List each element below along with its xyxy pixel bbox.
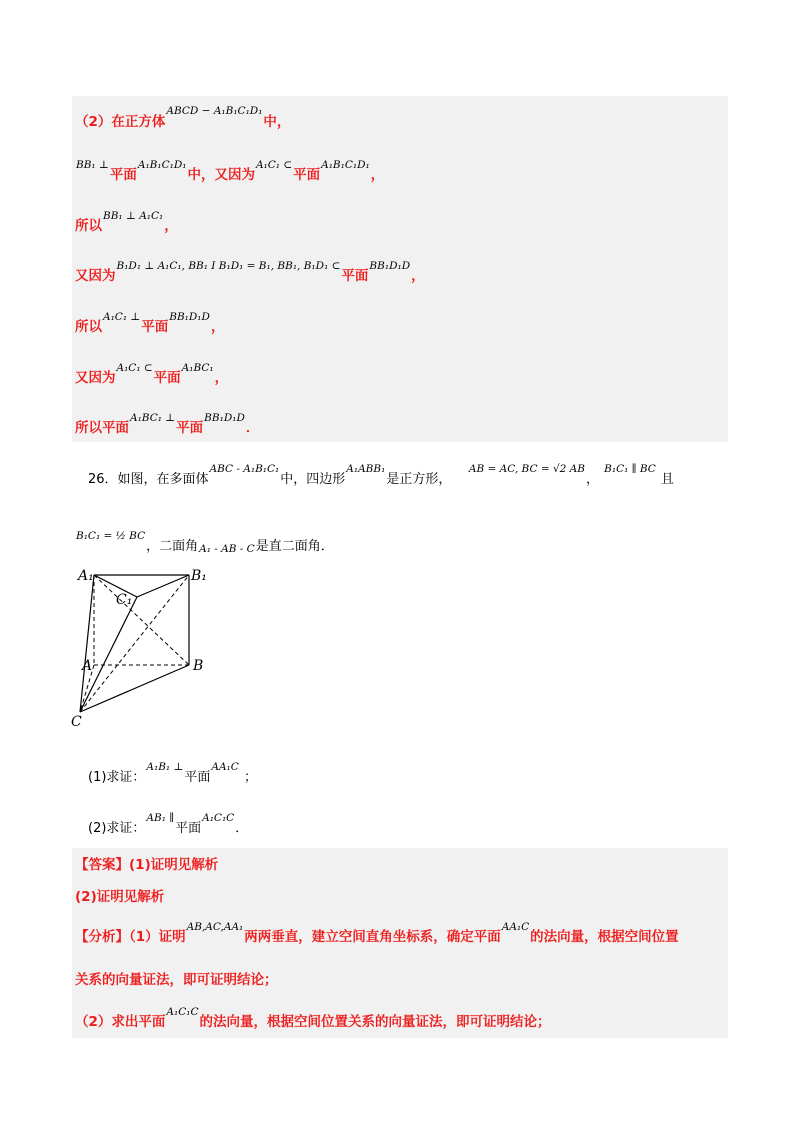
solution-line-7: 所以平面$^{A_1BC_1 \perp}$平面$^{BB_1D_1D}$． bbox=[75, 412, 260, 436]
diagonal-a1-b bbox=[94, 575, 189, 665]
answer-line-2: (2)证明见解析 bbox=[75, 889, 165, 905]
problem-26-line-2: $^{B_1C_1 = \frac{1}{2} BC}$，二面角A₁ - AB - C是直二面角． bbox=[76, 530, 334, 555]
solution-line-5: 所以$^{A_1C_1 \perp}$平面$^{BB_1D_1D}$， bbox=[75, 311, 225, 335]
solution-line-2: $^{BB_1 \perp}$平面$^{A_1B_1C_1D_1}$中，又因为$^{A_1C_1 \subset}$平面$^{A_1B_1C_1D_1}$， bbox=[76, 159, 385, 183]
answer-line-1: 【答案】(1)证明见解析 bbox=[75, 857, 219, 873]
question-1: (1)求证：$^{A_1B_1 \perp}$平面$^{AA_1C}$ ； bbox=[88, 761, 257, 785]
label-a1: A₁ bbox=[78, 568, 94, 584]
label-b: B bbox=[193, 658, 204, 674]
edge-a1-c bbox=[80, 575, 94, 712]
label-c1: C₁ bbox=[116, 592, 133, 608]
solution-line-3: 所以$^{BB_1 \perp A_1C_1}$， bbox=[75, 210, 178, 234]
edge-c-b bbox=[80, 665, 189, 712]
label-c: C bbox=[71, 714, 82, 730]
solution-line-6: 又因为$^{A_1C_1 \subset}$平面$^{A_1BC_1}$， bbox=[75, 362, 229, 386]
edge-b1-c1 bbox=[137, 575, 189, 597]
polyhedron-figure bbox=[68, 560, 218, 730]
solution-line-1: （2）在正方体$^{ABCD - A_1B_1C_1D_1}$中， bbox=[75, 105, 291, 130]
problem-26-line-1: 26．如图，在多面体$^{ABC - A_1B_1C_1}$中，四边形$^{A_1ABB_1}$是正方形， $^{AB = AC, BC = √2 AB}$， $^{B_1C_1 \parallel BC}$ 且 bbox=[88, 463, 674, 487]
solution-line-4: 又因为$^{B_1D_1 \perp A_1C_1, BB_1 I B_1D_1 = B_1, BB_1, B_1D_1 \subset}$平面$^{BB_1D_1D}$， bbox=[75, 260, 425, 284]
question-2: (2)求证：$^{AB_1 \parallel}$平面$^{A_1C_1C}$． bbox=[88, 812, 249, 836]
analysis-line-3: （2）求出平面$^{A_1C_1C}$的法向量，根据空间位置关系的向量证法，即可证明结论； bbox=[75, 1006, 551, 1030]
analysis-line-1: 【分析】（1）证明$^{AB,AC,AA_1}$两两垂直，建立空间直角坐标系，确定平面$^{AA_1C}$的法向量，根据空间位置 bbox=[75, 921, 679, 945]
analysis-line-2: 关系的向量证法，即可证明结论； bbox=[75, 972, 278, 988]
label-b1: B₁ bbox=[191, 568, 207, 584]
label-a: A bbox=[82, 658, 93, 674]
edge-c1-c bbox=[80, 597, 137, 712]
